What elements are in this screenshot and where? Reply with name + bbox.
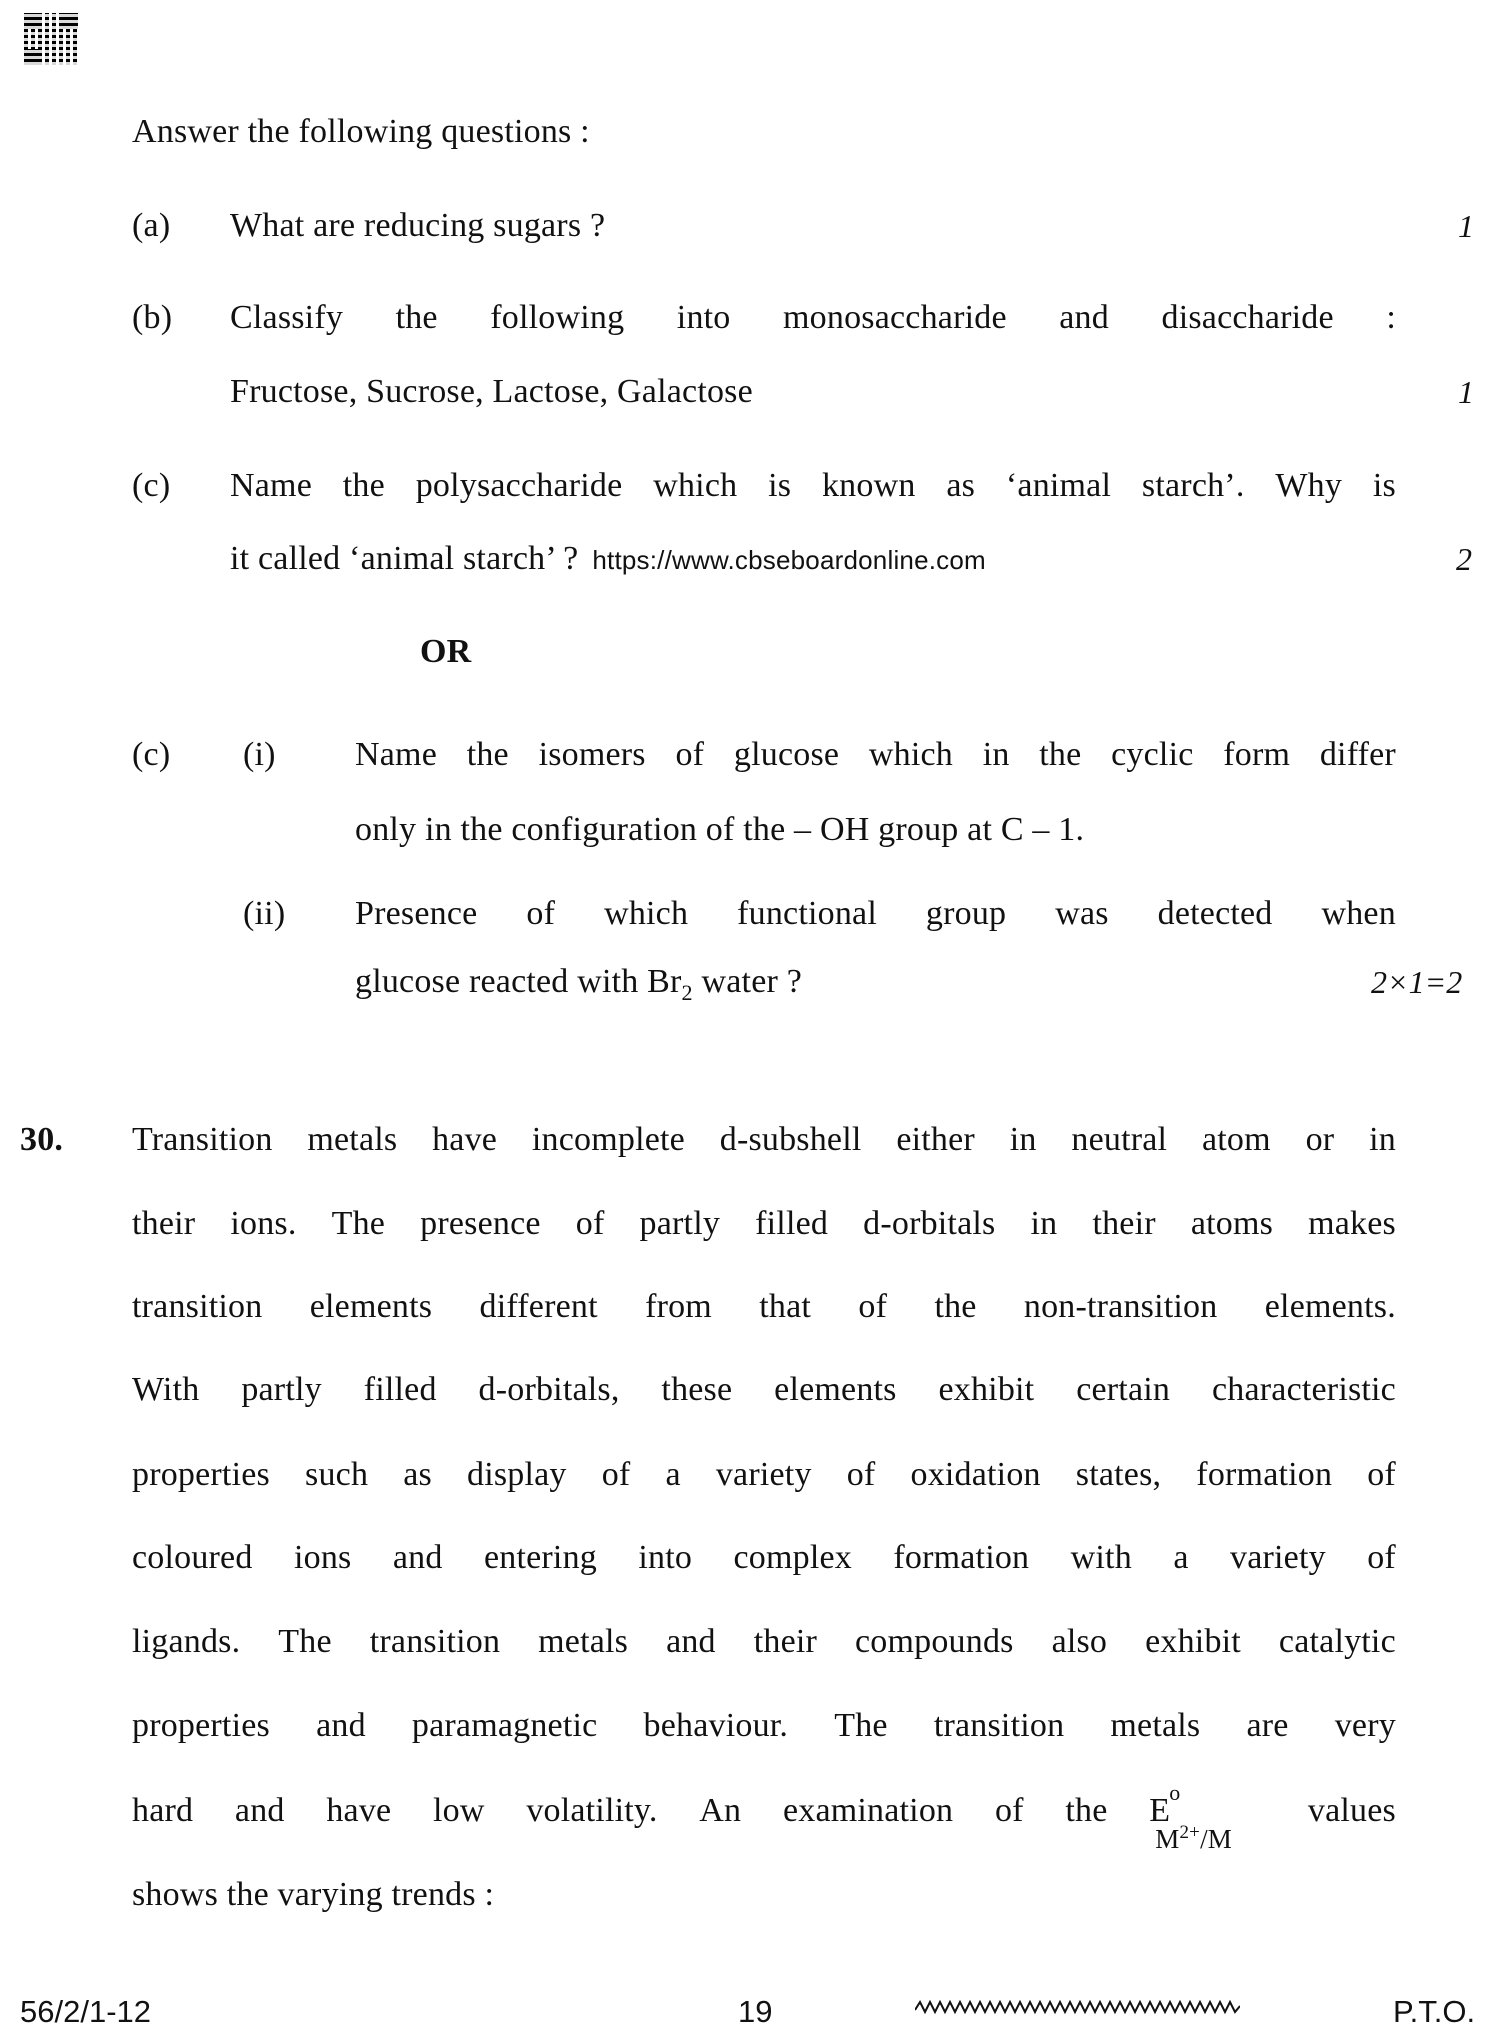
question-a-label: (a) bbox=[132, 207, 171, 244]
q30-line-8: properties and paramagnetic behaviour. The transition metals are very bbox=[132, 1707, 1396, 1744]
question-c-alt-label: (c) bbox=[132, 736, 171, 773]
q30-line-1: Transition metals have incomplete d-subshell either in neutral atom or in bbox=[132, 1121, 1396, 1158]
subquestion-ii-line1: Presence of which functional group was detected when bbox=[355, 895, 1396, 932]
qr-code-icon bbox=[24, 13, 78, 65]
question-c-marks: 2 bbox=[1456, 541, 1472, 577]
please-turn-over: P.T.O. bbox=[1393, 1994, 1476, 2029]
subquestion-ii-line2: glucose reacted with $Br_2$ water ? bbox=[355, 963, 802, 1005]
wavy-line-decoration bbox=[915, 1998, 1240, 2016]
question-c-line1: Name the polysaccharide which is known as ‘animal starch’. Why is bbox=[230, 467, 1396, 504]
subquestion-i-line1: Name the isomers of glucose which in the cyclic form differ bbox=[355, 736, 1396, 773]
question-c-alt-marks: 2×1=2 bbox=[1371, 964, 1463, 1000]
paper-code: 56/2/1-12 bbox=[20, 1994, 151, 2029]
question-b-line1: Classify the following into monosaccharide and disaccharide : bbox=[230, 299, 1396, 336]
q30-line-10: shows the varying trends : bbox=[132, 1876, 495, 1913]
question-b-line2: Fructose, Sucrose, Lactose, Galactose bbox=[230, 373, 753, 410]
question-c-line2: it called ‘animal starch’ ? https://www.cbseboardonline.com bbox=[230, 540, 986, 577]
q30-line-6: coloured ions and entering into complex formation with a variety of bbox=[132, 1539, 1396, 1576]
instructions: Answer the following questions : bbox=[132, 113, 590, 150]
question-b-label: (b) bbox=[132, 299, 173, 336]
watermark-url: https://www.cbseboardonline.com bbox=[592, 545, 986, 575]
q30-line-5: properties such as display of a variety of oxidation states, formation of bbox=[132, 1456, 1396, 1493]
subquestion-i-label: (i) bbox=[243, 736, 276, 773]
q30-line-2: their ions. The presence of partly filled d-orbitals in their atoms makes bbox=[132, 1205, 1396, 1242]
q30-line-7: ligands. The transition metals and their compounds also exhibit catalytic bbox=[132, 1623, 1396, 1660]
question-b-marks: 1 bbox=[1458, 374, 1474, 410]
q30-line-4: With partly filled d-orbitals, these elements exhibit certain characteristic bbox=[132, 1371, 1396, 1408]
q30-line-9: hard and have low volatility. An examination of the E o $M^{2+}/M$ values bbox=[132, 1780, 1396, 1854]
subquestion-i-line2: only in the configuration of the – OH group at C – 1. bbox=[355, 811, 1085, 848]
q30-line-3: transition elements different from that of the non-transition elements. bbox=[132, 1288, 1396, 1325]
question-a-marks: 1 bbox=[1458, 208, 1474, 244]
standard-electrode-potential-symbol: E o $M^{2+}/M$ bbox=[1149, 1780, 1232, 1854]
question-c-label: (c) bbox=[132, 467, 171, 504]
question-a-text: What are reducing sugars ? bbox=[230, 207, 606, 244]
or-divider: OR bbox=[420, 633, 472, 670]
page-number: 19 bbox=[738, 1994, 773, 2029]
subquestion-ii-label: (ii) bbox=[243, 895, 286, 932]
question-30-number: 30. bbox=[20, 1121, 64, 1158]
